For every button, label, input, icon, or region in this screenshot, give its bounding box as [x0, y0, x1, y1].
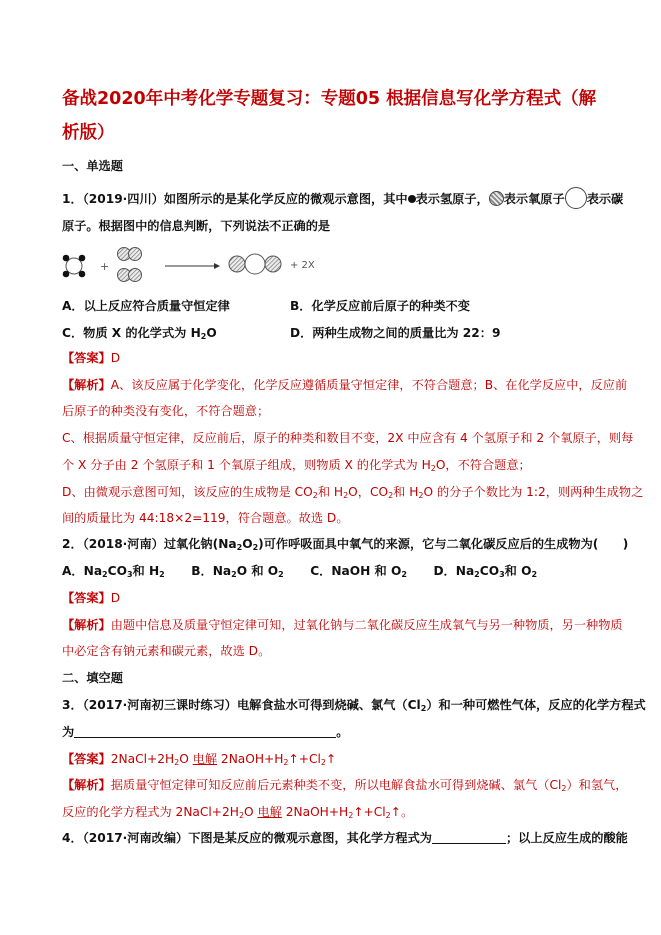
q1-answer: 【答案】D [62, 351, 121, 365]
question-3-line-2: 为 。 [62, 725, 349, 739]
oxygen-molecules-icon [118, 248, 142, 282]
q3-analysis-line-2: 反应的化学方程式为 $2NaCl+2H_2O$ 电解 $2NaOH+H_2↑+Cl_2↑$。 [62, 805, 414, 820]
section-heading-fill-in: 二、填空题 [62, 671, 123, 685]
hydrogen-atom-icon [408, 195, 416, 203]
q1-analysis-line-6: 间的质量比为 44:18×2=119，符合题意。故选 D。 [62, 511, 349, 525]
question-4-line-1: 4．（2017·河南改编）下图是某反应的微观示意图，其化学方程式为 ；以上反应生成的酸能 [62, 831, 628, 845]
reaction-micro-diagram [62, 246, 342, 288]
q2-analysis-line-1: 【解析】由题中信息及质量守恒定律可知，过氧化钠与二氧化碳反应生成氧气与另一种物质，另一种物质 [62, 618, 623, 632]
q3-answer: 【答案】$2NaCl+2H_2O$ 电解 $2NaOH+H_2↑+Cl_2↑$ [62, 752, 337, 767]
plus-2x-label: + 2X [290, 260, 315, 271]
question-3-line-1: 3．（2017·河南初三课时练习）电解食盐水可得到烧碱、氯气$(Cl_2)$和一种可燃性气体，反应的化学方程式 [62, 698, 646, 713]
question-2-line-1: 2．（2018·河南）过氧化钠$(Na_2O_2)$可作呼吸面具中氧气的来源，它与二氧化碳反应后的生成物为( ) [62, 537, 629, 552]
q1-carbon-label: 表示碳 [586, 192, 624, 206]
q1-hydrogen-label: 表示氢原子， [415, 192, 489, 206]
carbon-atom-icon [565, 187, 587, 209]
q1-analysis-line-2: 后原子的种类没有变化，不符合题意； [62, 404, 270, 418]
oxygen-atom-icon [489, 191, 504, 206]
q2-option-d: D．$Na_2CO_3$和 $O_2$ [433, 564, 538, 579]
q2-option-a: A．$Na_2CO_3$和 $H_2$ [62, 564, 165, 579]
q4-answer-blank[interactable] [432, 831, 506, 844]
q3-analysis-line-1: 【解析】据质量守恒定律可知反应前后元素种类不变，所以电解食盐水可得到烧碱、氯气$(Cl_2)$和氢气， [62, 778, 628, 793]
question-1-line-2: 原子。根据图中的信息判断，下列说法不正确的是 [62, 219, 331, 233]
carbon-dioxide-molecule-icon [229, 254, 281, 274]
q1-analysis-line-5: D、由微观示意图可知，该反应的生成物是 $CO_2$和 $H_2O$，$CO_2$和 $H_2O$ 的分子个数比为 1:2，则两种生成物之 [62, 485, 644, 500]
q2-option-b: B．$Na_2O$ 和 $O_2$ [191, 564, 284, 579]
q1-option-a: A．以上反应符合质量守恒定律 [62, 299, 230, 313]
q1-option-b: B．化学反应前后原子的种类不变 [290, 299, 470, 313]
q2-options [62, 563, 607, 583]
q1-text: 1．（2019·四川）如图所示的是某化学反应的微观示意图，其中 [62, 192, 408, 206]
q1-option-d: D．两种生成物之间的质量比为 22：9 [290, 326, 501, 340]
section-heading-single-choice: 一、单选题 [62, 159, 123, 173]
methane-molecule-icon [63, 255, 86, 278]
q1-analysis-line-4: 个 X 分子由 2 个氢原子和 1 个氧原子组成，则物质 X 的化学式为 $H_2O$，不符合题意； [62, 458, 531, 473]
question-1-line-1 [62, 187, 624, 209]
q1-analysis-line-3: C、根据质量守恒定律，反应前后，原子的种类和数目不变，2X 中应含有 4 个氢原子和 2 个氧原子，则每 [62, 431, 634, 445]
q1-analysis-line-1: 【解析】A、该反应属于化学变化，化学反应遵循质量守恒定律，不符合题意；B、在化学反应中，反应前 [62, 378, 628, 392]
q2-answer: 【答案】D [62, 591, 121, 605]
q2-analysis-line-2: 中必定含有钠元素和碳元素，故选 D。 [62, 644, 271, 658]
q3-answer-blank[interactable] [74, 725, 336, 738]
plus-sign: + [100, 260, 110, 273]
q1-oxygen-label: 表示氧原子 [503, 192, 565, 206]
q2-option-c: C．NaOH 和 $O_2$ [310, 564, 407, 579]
q1-option-c: C．物质 X 的化学式为 $H_2O$ [62, 326, 217, 341]
page-title: 备战2020年中考化学专题复习：专题05 根据信息写化学方程式（解析版） [62, 89, 597, 143]
reaction-arrow-icon [165, 263, 220, 269]
